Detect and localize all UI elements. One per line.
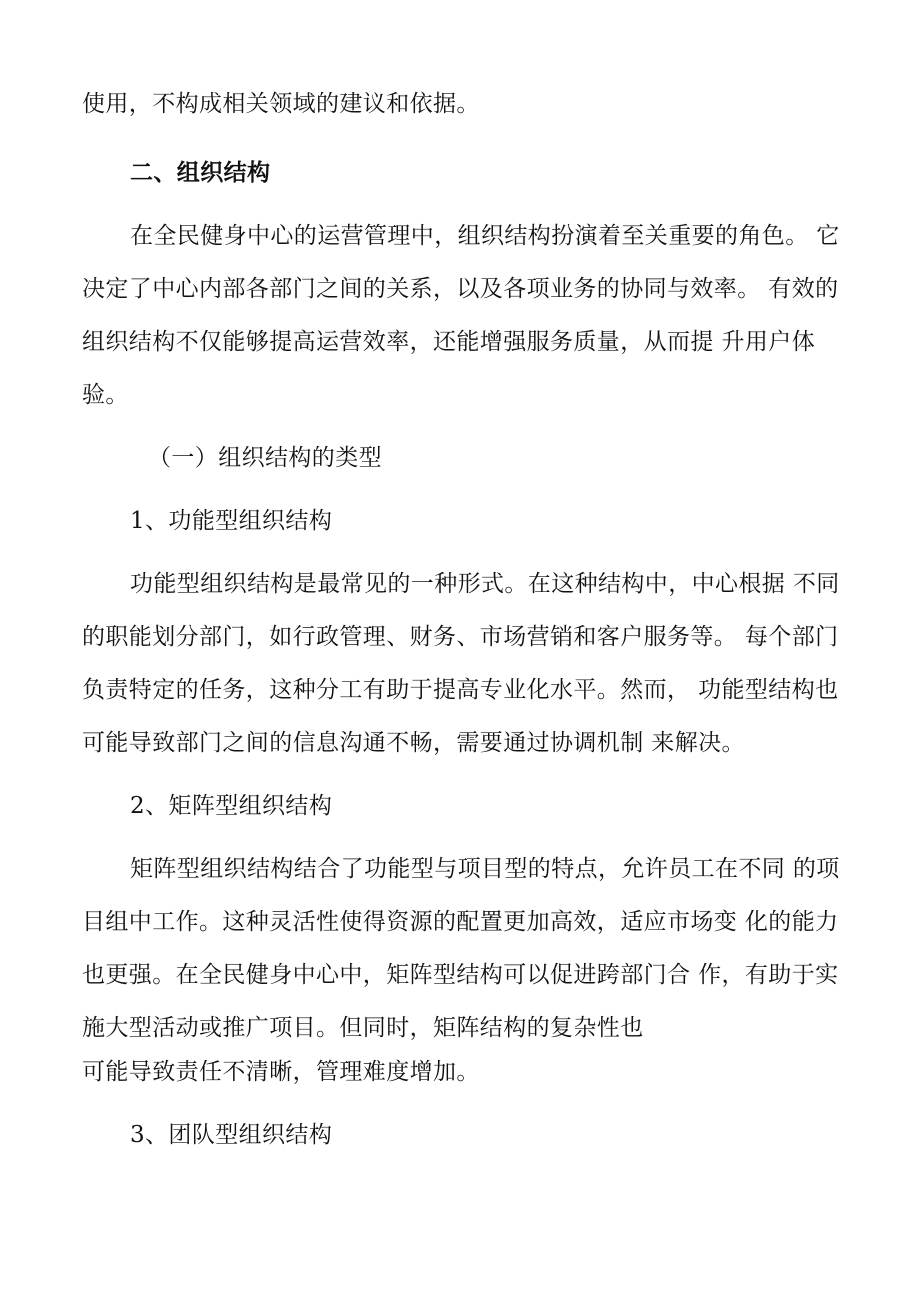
paragraph-line: 验。 <box>82 382 129 408</box>
paragraph-line: 可能导致部门之间的信息沟通不畅，需要通过协调机制 来解决。 <box>82 730 745 756</box>
item-heading: 2、矩阵型组织结构 <box>130 793 333 819</box>
paragraph-line: 负责特定的任务，这种分工有助于提高专业化水平。然而， 功能型结构也 <box>82 677 839 703</box>
paragraph-line: 施大型活动或推广项目。但同时，矩阵结构的复杂性也 <box>82 1015 644 1041</box>
paragraph-line: 目组中工作。这种灵活性使得资源的配置更加高效，适应市场变 化的能力 <box>82 909 839 935</box>
paragraph-line: 使用，不构成相关领域的建议和依据。 <box>82 91 480 117</box>
paragraph-line: 矩阵型组织结构结合了功能型与项目型的特点，允许员工在不同 的项 <box>130 856 840 882</box>
item-heading: 3、团队型组织结构 <box>130 1122 333 1148</box>
paragraph-line: 组织结构不仅能够提高运营效率，还能增强服务质量，从而提 升用户体 <box>82 329 816 355</box>
paragraph-line: 也更强。在全民健身中心中，矩阵型结构可以促进跨部门合 作，有助于实 <box>82 962 839 988</box>
paragraph-line: 决定了中心内部各部门之间的关系，以及各项业务的协同与效率。 有效的 <box>82 276 839 302</box>
paragraph-line: 功能型组织结构是最常见的一种形式。在这种结构中，中心根据 不同 <box>130 571 840 597</box>
paragraph-line: 在全民健身中心的运营管理中，组织结构扮演着至关重要的角色。 它 <box>130 223 840 249</box>
subsection-heading: （一）组织结构的类型 <box>148 445 382 471</box>
paragraph-line: 的职能划分部门，如行政管理、财务、市场营销和客户服务等。 每个部门 <box>82 624 839 650</box>
paragraph-line: 可能导致责任不清晰，管理难度增加。 <box>82 1059 480 1085</box>
section-heading: 二、组织结构 <box>130 159 271 186</box>
item-heading: 1、功能型组织结构 <box>130 508 333 534</box>
